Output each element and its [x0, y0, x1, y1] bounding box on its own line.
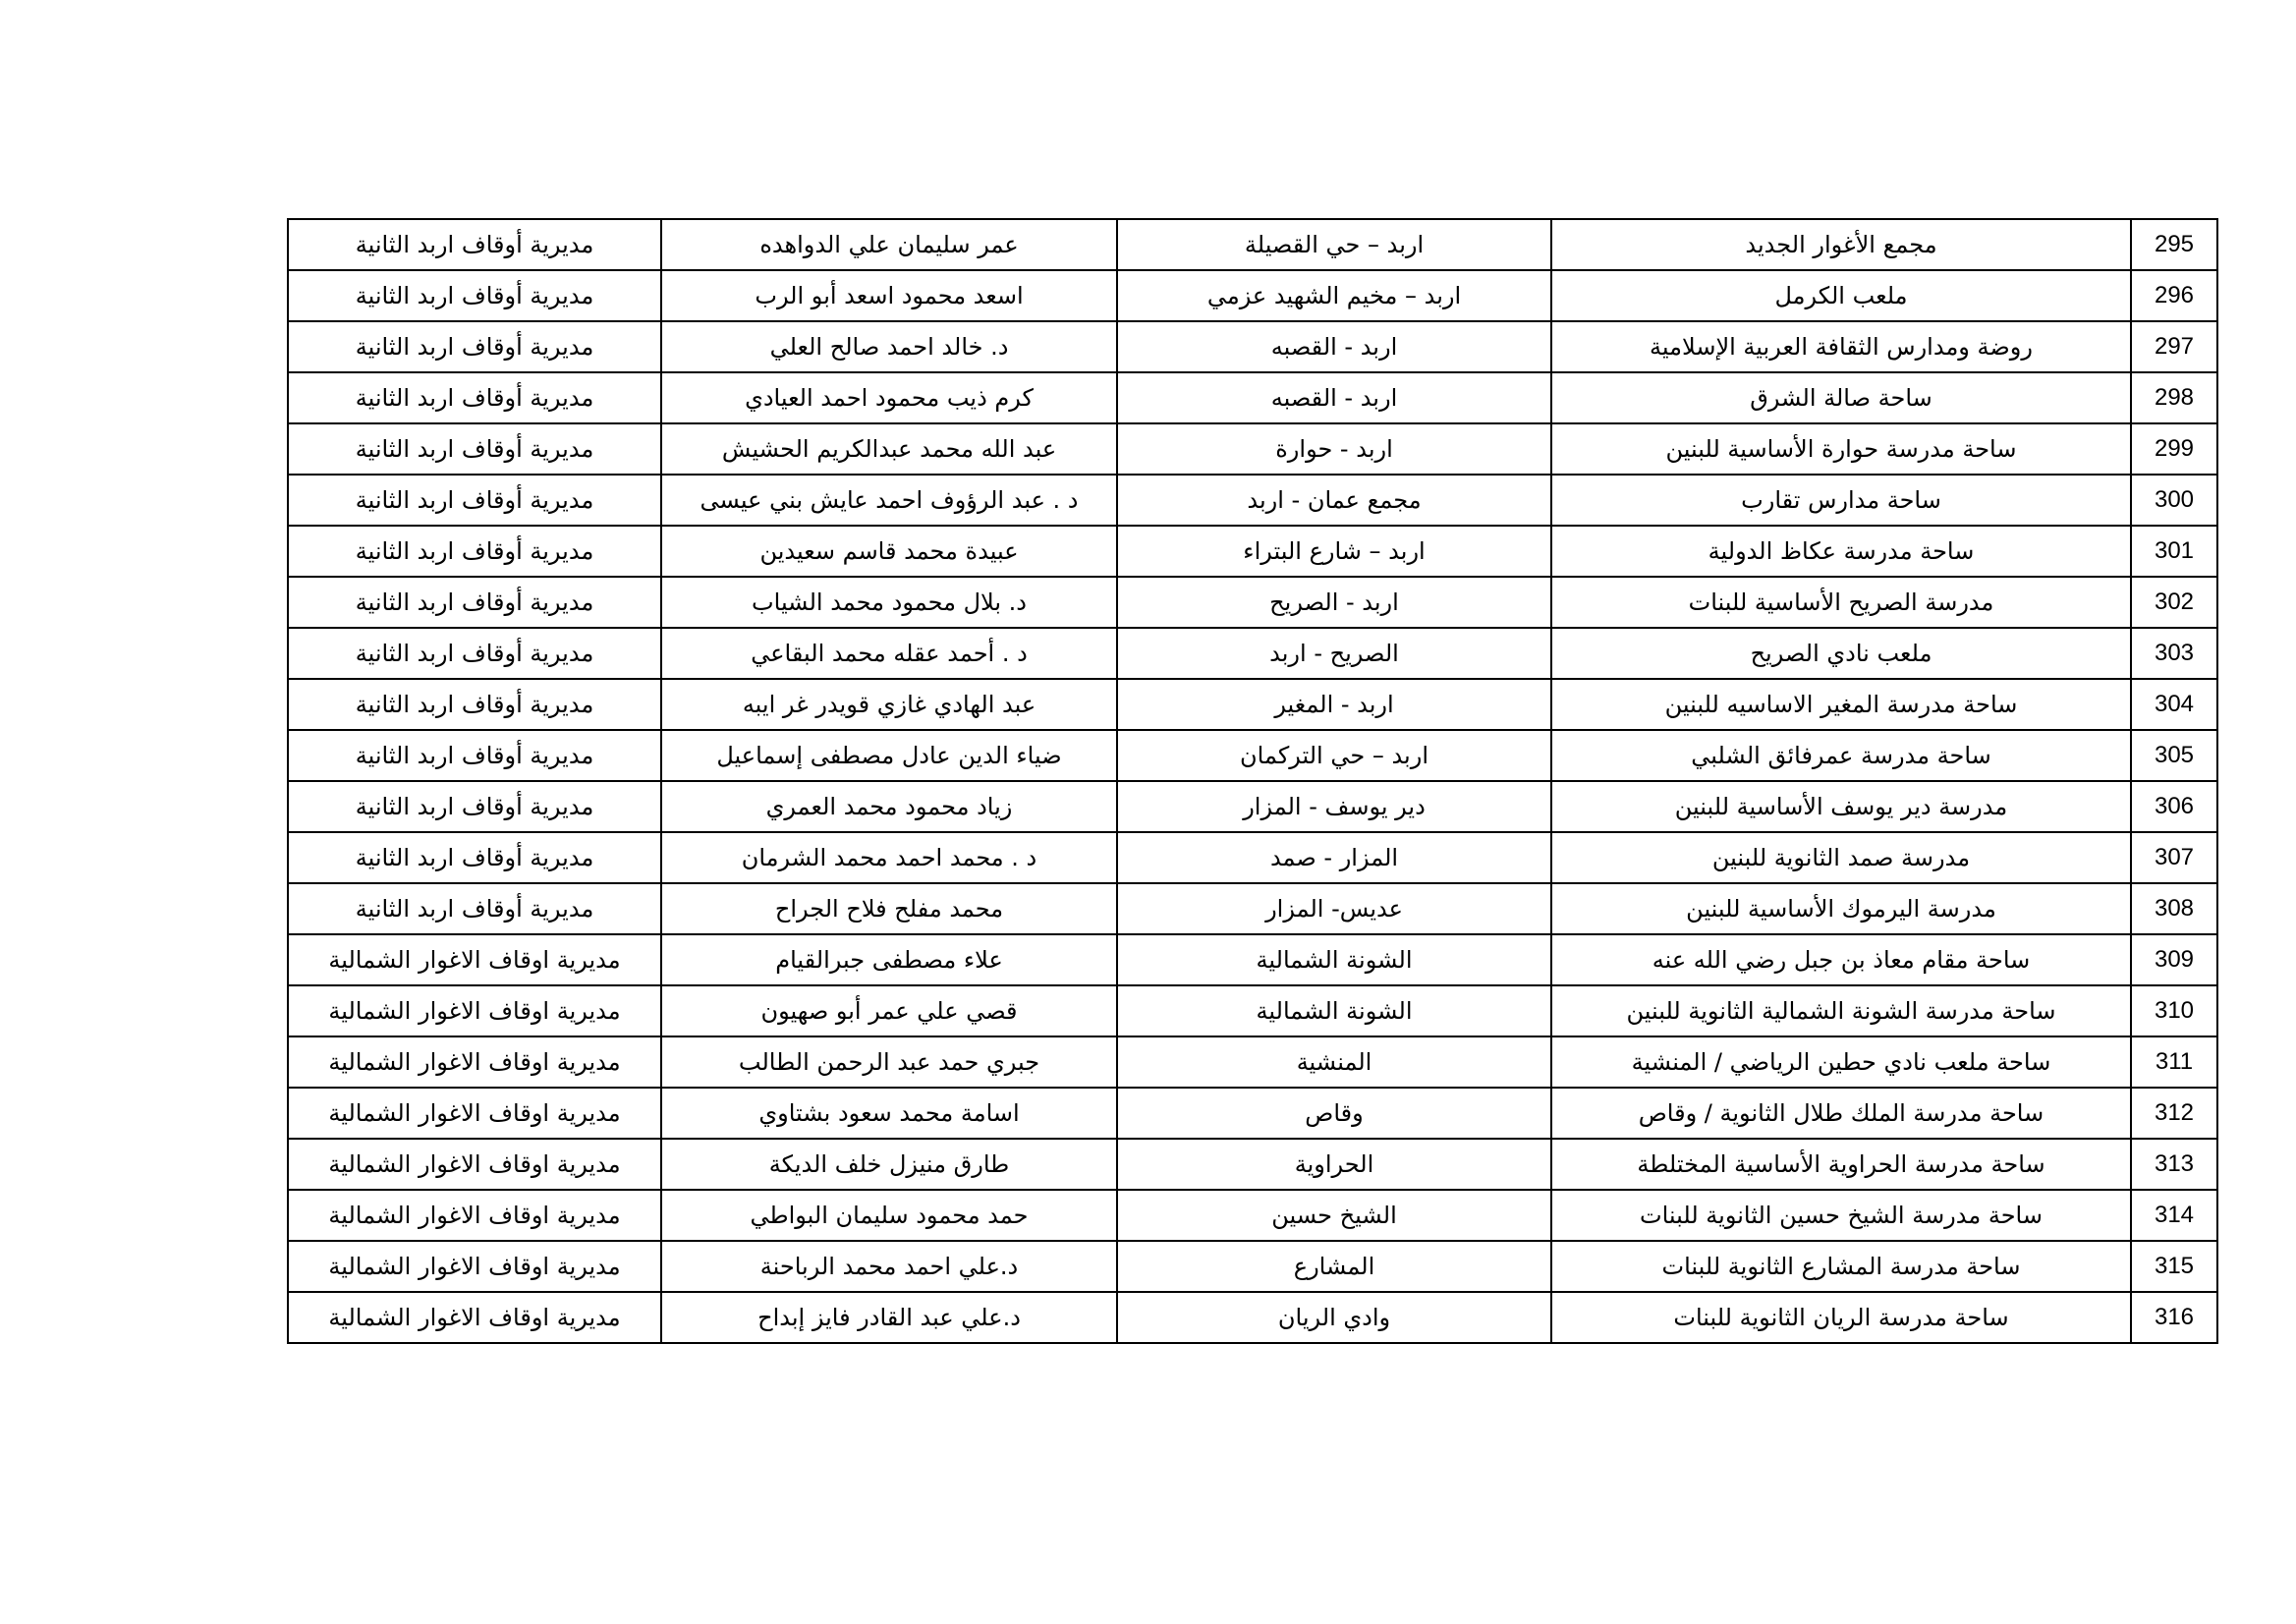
cell-area: عديس- المزار [1117, 883, 1551, 934]
table-row [288, 628, 2217, 679]
cell-location-name: مدرسة الصريح الأساسية للبنات [1551, 577, 2131, 628]
cell-directorate: مديرية أوقاف اربد الثانية [288, 321, 661, 372]
cell-person-name: د. بلال محمود محمد الشياب [661, 577, 1117, 628]
cell-directorate: مديرية أوقاف اربد الثانية [288, 628, 661, 679]
table-row [288, 1088, 2217, 1139]
table-row [288, 372, 2217, 423]
cell-person-name: محمد مفلح فلاح الجراح [661, 883, 1117, 934]
cell-area: اربد - المغير [1117, 679, 1551, 730]
cell-area: اربد – حي القصيلة [1117, 219, 1551, 270]
cell-location-name: ملعب الكرمل [1551, 270, 2131, 321]
cell-area: المزار - صمد [1117, 832, 1551, 883]
cell-location-name: ساحة مدرسة الشيخ حسين الثانوية للبنات [1551, 1190, 2131, 1241]
cell-directorate: مديرية أوقاف اربد الثانية [288, 883, 661, 934]
table-row [288, 1190, 2217, 1241]
cell-row-number: 315 [2131, 1241, 2217, 1292]
cell-person-name: د.علي عبد القادر فايز إبداح [661, 1292, 1117, 1343]
table-row [288, 832, 2217, 883]
cell-row-number: 311 [2131, 1036, 2217, 1088]
cell-directorate: مديرية أوقاف اربد الثانية [288, 526, 661, 577]
cell-row-number: 312 [2131, 1088, 2217, 1139]
cell-area: وادي الريان [1117, 1292, 1551, 1343]
cell-area: الشونة الشمالية [1117, 934, 1551, 985]
cell-row-number: 304 [2131, 679, 2217, 730]
cell-location-name: مدرسة صمد الثانوية للبنين [1551, 832, 2131, 883]
cell-location-name: ساحة مدرسة الشونة الشمالية الثانوية للبنين [1551, 985, 2131, 1036]
cell-person-name: عبيدة محمد قاسم سعيدين [661, 526, 1117, 577]
cell-area: المشارع [1117, 1241, 1551, 1292]
cell-person-name: طارق منيزل خلف الديكة [661, 1139, 1117, 1190]
cell-row-number: 300 [2131, 475, 2217, 526]
cell-directorate: مديرية أوقاف اربد الثانية [288, 475, 661, 526]
cell-directorate: مديرية أوقاف اربد الثانية [288, 679, 661, 730]
cell-person-name: حمد محمود سليمان البواطي [661, 1190, 1117, 1241]
cell-person-name: عمر سليمان علي الدواهده [661, 219, 1117, 270]
cell-location-name: روضة ومدارس الثقافة العربية الإسلامية [1551, 321, 2131, 372]
cell-person-name: د.علي احمد محمد الرباحنة [661, 1241, 1117, 1292]
cell-area: الشيخ حسين [1117, 1190, 1551, 1241]
table-row [288, 934, 2217, 985]
cell-location-name: ساحة مدرسة المغير الاساسيه للبنين [1551, 679, 2131, 730]
cell-person-name: ضياء الدين عادل مصطفى إسماعيل [661, 730, 1117, 781]
cell-row-number: 302 [2131, 577, 2217, 628]
cell-row-number: 306 [2131, 781, 2217, 832]
table-row [288, 219, 2217, 270]
cell-directorate: مديرية اوقاف الاغوار الشمالية [288, 1139, 661, 1190]
cell-location-name: ساحة مدارس تقارب [1551, 475, 2131, 526]
cell-area: اربد - الصريح [1117, 577, 1551, 628]
cell-row-number: 299 [2131, 423, 2217, 475]
cell-location-name: مجمع الأغوار الجديد [1551, 219, 2131, 270]
cell-location-name: ساحة مقام معاذ بن جبل رضي الله عنه [1551, 934, 2131, 985]
cell-directorate: مديرية أوقاف اربد الثانية [288, 423, 661, 475]
table-row [288, 679, 2217, 730]
cell-area: اربد - القصبه [1117, 321, 1551, 372]
cell-location-name: ساحة ملعب نادي حطين الرياضي / المنشية [1551, 1036, 2131, 1088]
cell-location-name: ساحة مدرسة المشارع الثانوية للبنات [1551, 1241, 2131, 1292]
cell-directorate: مديرية أوقاف اربد الثانية [288, 781, 661, 832]
cell-person-name: د. خالد احمد صالح العلي [661, 321, 1117, 372]
cell-area: وقاص [1117, 1088, 1551, 1139]
table-row [288, 1241, 2217, 1292]
cell-row-number: 298 [2131, 372, 2217, 423]
table-row [288, 1139, 2217, 1190]
cell-directorate: مديرية أوقاف اربد الثانية [288, 730, 661, 781]
cell-row-number: 309 [2131, 934, 2217, 985]
table-row [288, 1036, 2217, 1088]
table-row [288, 526, 2217, 577]
cell-person-name: قصي علي عمر أبو صهيون [661, 985, 1117, 1036]
cell-area: مجمع عمان - اربد [1117, 475, 1551, 526]
cell-row-number: 297 [2131, 321, 2217, 372]
cell-row-number: 305 [2131, 730, 2217, 781]
cell-row-number: 301 [2131, 526, 2217, 577]
cell-location-name: ساحة مدرسة عكاظ الدولية [1551, 526, 2131, 577]
cell-directorate: مديرية اوقاف الاغوار الشمالية [288, 1036, 661, 1088]
cell-row-number: 303 [2131, 628, 2217, 679]
cell-row-number: 310 [2131, 985, 2217, 1036]
cell-area: الشونة الشمالية [1117, 985, 1551, 1036]
cell-location-name: ساحة مدرسة الملك طلال الثانوية / وقاص [1551, 1088, 2131, 1139]
cell-directorate: مديرية أوقاف اربد الثانية [288, 219, 661, 270]
prayer-locations-table [287, 218, 2218, 1344]
cell-person-name: د . عبد الرؤوف احمد عايش بني عيسى [661, 475, 1117, 526]
cell-row-number: 316 [2131, 1292, 2217, 1343]
cell-directorate: مديرية أوقاف اربد الثانية [288, 270, 661, 321]
table-row [288, 781, 2217, 832]
cell-directorate: مديرية أوقاف اربد الثانية [288, 832, 661, 883]
cell-directorate: مديرية اوقاف الاغوار الشمالية [288, 1190, 661, 1241]
cell-person-name: اسعد محمود اسعد أبو الرب [661, 270, 1117, 321]
table-row [288, 985, 2217, 1036]
table-row [288, 321, 2217, 372]
cell-area: اربد – شارع البتراء [1117, 526, 1551, 577]
cell-row-number: 313 [2131, 1139, 2217, 1190]
cell-location-name: ساحة مدرسة عمرفائق الشلبي [1551, 730, 2131, 781]
cell-person-name: اسامة محمد سعود بشتاوي [661, 1088, 1117, 1139]
cell-row-number: 295 [2131, 219, 2217, 270]
cell-directorate: مديرية أوقاف اربد الثانية [288, 577, 661, 628]
cell-location-name: مدرسة اليرموك الأساسية للبنين [1551, 883, 2131, 934]
cell-area: دير يوسف - المزار [1117, 781, 1551, 832]
cell-person-name: جبري حمد عبد الرحمن الطالب [661, 1036, 1117, 1088]
cell-area: الصريح - اربد [1117, 628, 1551, 679]
cell-location-name: مدرسة دير يوسف الأساسية للبنين [1551, 781, 2131, 832]
table-row [288, 423, 2217, 475]
cell-directorate: مديرية اوقاف الاغوار الشمالية [288, 985, 661, 1036]
cell-person-name: علاء مصطفى جبرالقيام [661, 934, 1117, 985]
cell-row-number: 296 [2131, 270, 2217, 321]
cell-row-number: 314 [2131, 1190, 2217, 1241]
cell-person-name: د . أحمد عقله محمد البقاعي [661, 628, 1117, 679]
cell-row-number: 307 [2131, 832, 2217, 883]
table-row [288, 577, 2217, 628]
cell-directorate: مديرية أوقاف اربد الثانية [288, 372, 661, 423]
table-row [288, 883, 2217, 934]
cell-directorate: مديرية اوقاف الاغوار الشمالية [288, 1241, 661, 1292]
cell-location-name: ملعب نادي الصريح [1551, 628, 2131, 679]
cell-area: الحراوية [1117, 1139, 1551, 1190]
cell-location-name: ساحة مدرسة الحراوية الأساسية المختلطة [1551, 1139, 2131, 1190]
cell-person-name: كرم ذيب محمود احمد العيادي [661, 372, 1117, 423]
cell-person-name: د . محمد احمد محمد الشرمان [661, 832, 1117, 883]
cell-area: المنشية [1117, 1036, 1551, 1088]
cell-row-number: 308 [2131, 883, 2217, 934]
cell-area: اربد – مخيم الشهيد عزمي [1117, 270, 1551, 321]
table-row [288, 730, 2217, 781]
cell-directorate: مديرية اوقاف الاغوار الشمالية [288, 1088, 661, 1139]
cell-location-name: ساحة مدرسة الريان الثانوية للبنات [1551, 1292, 2131, 1343]
cell-person-name: زياد محمود محمد العمري [661, 781, 1117, 832]
cell-person-name: عبد الله محمد عبدالكريم الحشيش [661, 423, 1117, 475]
cell-area: اربد - حوارة [1117, 423, 1551, 475]
cell-location-name: ساحة صالة الشرق [1551, 372, 2131, 423]
table-body [288, 219, 2217, 1343]
cell-area: اربد – حي التركمان [1117, 730, 1551, 781]
cell-directorate: مديرية اوقاف الاغوار الشمالية [288, 934, 661, 985]
cell-area: اربد - القصبه [1117, 372, 1551, 423]
table-row [288, 270, 2217, 321]
table-row [288, 475, 2217, 526]
cell-location-name: ساحة مدرسة حوارة الأساسية للبنين [1551, 423, 2131, 475]
cell-person-name: عبد الهادي غازي قويدر غر ايبه [661, 679, 1117, 730]
cell-directorate: مديرية اوقاف الاغوار الشمالية [288, 1292, 661, 1343]
table-row [288, 1292, 2217, 1343]
